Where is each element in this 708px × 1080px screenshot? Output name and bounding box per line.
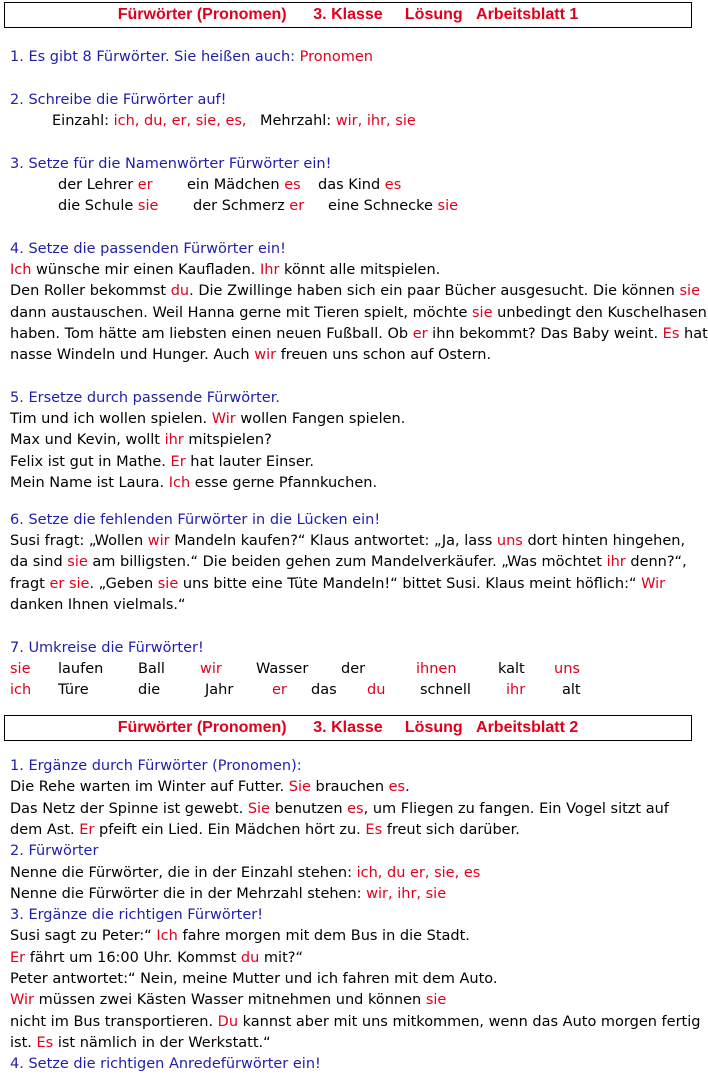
text-segment: fährt um 16:00 Uhr. Kommst: [25, 949, 241, 966]
noun-pronoun-pair: [187, 175, 301, 196]
text-segment: .: [405, 779, 410, 796]
text-line: [10, 574, 688, 595]
text-line: [10, 1054, 688, 1075]
text-segment: Susi fragt: „Wollen: [10, 533, 148, 549]
text-segment: Nenne die Fürwörter die in der Mehrzahl stehen:: [10, 885, 367, 902]
answer-pronoun: er: [289, 198, 305, 214]
header-title: Fürwörter (Pronomen): [117, 6, 287, 23]
answer-pronoun: Es: [662, 325, 680, 342]
task1-question: 1. Es gibt 8 Fürwörter. Sie heißen auch:: [10, 49, 300, 65]
answer-pronoun: wir: [254, 347, 277, 364]
text-segment: danken Ihnen vielmals.“: [10, 596, 186, 613]
text-segment: fragt: [10, 575, 50, 592]
text-segment: mitspielen?: [183, 432, 272, 449]
answer-pronoun: Wir: [641, 575, 666, 592]
noun: die Schule: [58, 198, 138, 214]
text-segment: Felix ist gut in Mathe.: [10, 453, 171, 470]
noun: der Lehrer: [58, 177, 138, 193]
text-line: [10, 452, 688, 473]
text-segment: nasse Windeln und Hunger. Auch: [10, 347, 255, 364]
pronoun-word: ihnen: [416, 661, 457, 677]
task2-mehrzahl: [260, 111, 416, 132]
mehrzahl-answer: wir, ihr, sie: [335, 113, 416, 129]
noun: ein Mädchen: [187, 177, 285, 193]
text-segment: ist.: [10, 1034, 37, 1051]
text-segment: pfeift ein Lied. Ein Mädchen hört zu.: [94, 821, 366, 838]
text-line: [10, 863, 688, 884]
answer-pronoun: es: [347, 800, 364, 817]
text-segment: unbedingt den Kuschelhasen: [492, 304, 707, 321]
answer-pronoun: er: [412, 325, 428, 342]
word: laufen: [58, 661, 104, 677]
text-segment: Tim und ich wollen spielen.: [10, 411, 212, 427]
answer-pronoun: Ich: [168, 474, 191, 491]
text-segment: ihn bekommt? Das Baby weint.: [427, 325, 663, 342]
noun: eine Schnecke: [328, 198, 438, 214]
answer-pronoun: du: [170, 283, 190, 300]
text-segment: Nenne die Fürwörter, die in der Einzahl stehen:: [10, 864, 357, 881]
text-segment: mit?“: [259, 949, 303, 966]
answer-pronoun: wir, ihr, sie: [366, 885, 447, 902]
text-segment: brauchen: [310, 779, 389, 796]
text-segment: fahre morgen mit dem Bus in die Stadt.: [177, 928, 470, 945]
text-segment: Das Netz der Spinne ist gewebt.: [10, 800, 248, 817]
answer-pronoun: Ich: [156, 928, 178, 945]
answer-pronoun: sie: [472, 304, 493, 321]
text-line: [10, 1012, 701, 1033]
task1: [10, 47, 688, 68]
pronoun-word: du: [367, 682, 386, 698]
text-line: [10, 324, 708, 345]
word: Jahr: [205, 682, 234, 698]
header-kind: Lösung: [404, 6, 463, 23]
text-line: [10, 281, 700, 302]
text-line: [10, 948, 688, 969]
text-segment: Den Roller bekommst: [10, 283, 171, 300]
text-line: [10, 473, 688, 494]
task2-heading: 2. Schreibe die Fürwörter auf!: [10, 92, 227, 108]
text-line: [10, 799, 688, 820]
text-line: [10, 1033, 688, 1054]
answer-pronoun: uns: [496, 533, 523, 549]
text-line: [10, 430, 688, 451]
text-segment: dort hinten hingehen,: [522, 533, 686, 549]
noun-pronoun-pair: [318, 175, 401, 196]
text-segment: dem Ast.: [10, 821, 80, 838]
pronoun-word: uns: [554, 661, 580, 677]
answer-pronoun: er: [137, 177, 153, 193]
text-segment: Susi sagt zu Peter:“: [10, 928, 157, 945]
text-segment: , um Fliegen zu fangen. Ein Vogel sitzt auf: [363, 800, 669, 817]
header-title: Fürwörter (Pronomen): [117, 719, 287, 736]
text-segment: wünsche mir einen Kaufladen.: [31, 262, 261, 278]
text-segment: dann austauschen. Weil Hanna gerne mit Tieren spielt, möchte: [10, 304, 472, 321]
text-line: [10, 926, 688, 947]
text-segment: freut sich darüber.: [382, 821, 520, 838]
noun: der Schmerz: [193, 198, 290, 214]
task5-heading: 5. Ersetze durch passende Fürwörter.: [10, 390, 280, 406]
text-line: [10, 303, 707, 324]
pronoun-word: er: [272, 682, 287, 698]
answer-pronoun: sie: [425, 992, 447, 1009]
answer-pronoun: ihr: [164, 432, 184, 449]
task3-heading: 3. Setze für die Namenwörter Fürwörter ein!: [10, 156, 332, 172]
text-segment: uns bitte eine Tüte Mandeln!“ bittet Susi. Klaus meint höflich:“: [178, 575, 642, 592]
answer-pronoun: Es: [365, 821, 383, 838]
word: der: [341, 661, 366, 677]
word: alt: [562, 682, 581, 698]
text-line: [10, 345, 688, 366]
text-segment: Mein Name ist Laura.: [10, 474, 169, 491]
answer-pronoun: Sie: [288, 779, 311, 796]
text-line: [10, 990, 688, 1011]
word: Wasser: [256, 661, 309, 677]
word: schnell: [420, 682, 471, 698]
text-segment: am billigsten.“ Die beiden gehen zum Mandelverkäufer. „Was möchtet: [87, 554, 607, 571]
text-line: [10, 756, 688, 777]
header-sheet: Arbeitsblatt 2: [476, 719, 579, 736]
text-segment: haben. Tom hätte am liebsten einen neuen Fußball. Ob: [10, 325, 413, 342]
text-segment: freuen uns schon auf Ostern.: [276, 347, 492, 364]
text-segment: 2. Fürwörter: [10, 843, 99, 860]
answer-pronoun: sie: [137, 198, 159, 214]
answer-pronoun: sie: [157, 575, 179, 592]
answer-pronoun: es: [384, 177, 402, 193]
answer-pronoun: wir: [147, 533, 170, 549]
answer-pronoun: du: [240, 949, 260, 966]
task1-answer: Pronomen: [299, 49, 373, 65]
answer-pronoun: ich, du er, sie, es: [356, 864, 481, 881]
pronoun-word: ihr: [506, 682, 526, 698]
noun-pronoun-pair: [58, 196, 158, 217]
word: Ball: [138, 661, 165, 677]
answer-pronoun: Ihr: [260, 262, 280, 278]
text-line: [10, 552, 688, 573]
text-segment: nicht im Bus transportieren.: [10, 1013, 218, 1030]
pronoun-word: sie: [10, 661, 31, 677]
sheet2-header: [4, 715, 692, 741]
task4-heading: 4. Setze die passenden Fürwörter ein!: [10, 241, 286, 257]
text-line: [10, 595, 688, 616]
text-segment: könnt alle mitspielen.: [279, 262, 441, 278]
text-segment: 3. Ergänze die richtigen Fürwörter!: [10, 907, 264, 924]
text-line: [10, 409, 688, 430]
sheet1-header: [4, 2, 692, 28]
answer-pronoun: ihr: [606, 554, 626, 571]
text-segment: wollen Fangen spielen.: [235, 411, 406, 427]
pronoun-word: wir: [200, 661, 222, 677]
text-line: [10, 841, 688, 862]
text-segment: 4. Setze die richtigen Anredefürwörter ein!: [10, 1056, 321, 1073]
answer-pronoun: Ich: [10, 262, 32, 278]
answer-pronoun: sie: [437, 198, 459, 214]
text-segment: Peter antwortet:“ Nein, meine Mutter und ich fahren mit dem Auto.: [10, 971, 498, 987]
text-segment: . Die Zwillinge haben sich ein paar Bücher ausgesucht. Die können: [189, 283, 680, 300]
einzahl-answer: ich, du, er, sie, es,: [113, 113, 247, 129]
text-segment: esse gerne Pfannkuchen.: [190, 474, 378, 491]
text-line: [10, 969, 688, 990]
noun-pronoun-pair: [193, 196, 304, 217]
noun-pronoun-pair: [328, 196, 458, 217]
text-line: [10, 884, 688, 905]
answer-pronoun: Er: [10, 949, 26, 966]
text-segment: hat: [679, 325, 708, 342]
mehrzahl-label: Mehrzahl:: [260, 113, 336, 129]
text-segment: benutzen: [269, 800, 348, 817]
answer-pronoun: Es: [36, 1034, 54, 1051]
word: kalt: [498, 661, 525, 677]
header-grade: 3. Klasse: [313, 719, 383, 736]
word: Türe: [58, 682, 89, 698]
answer-pronoun: es: [284, 177, 301, 193]
text-segment: müssen zwei Kästen Wasser mitnehmen und können: [34, 992, 426, 1009]
text-segment: denn?“,: [625, 554, 687, 571]
header-sheet: Arbeitsblatt 1: [476, 6, 579, 23]
answer-pronoun: Sie: [247, 800, 270, 817]
task2-einzahl: [52, 111, 247, 132]
word: die: [138, 682, 161, 698]
text-segment: Die Rehe warten im Winter auf Futter.: [10, 779, 289, 796]
text-segment: hat lauter Einser.: [185, 453, 315, 470]
task6-heading: 6. Setze die fehlenden Fürwörter in die Lücken ein!: [10, 512, 381, 528]
answer-pronoun: sie: [679, 283, 700, 300]
text-line: [10, 820, 688, 841]
answer-pronoun: Er: [79, 821, 95, 838]
noun-pronoun-pair: [58, 175, 153, 196]
word: das: [311, 682, 337, 698]
text-segment: . „Geben: [89, 575, 158, 592]
pronoun-word: ich: [10, 682, 32, 698]
task7-heading: 7. Umkreise die Fürwörter!: [10, 640, 204, 656]
answer-pronoun: sie: [67, 554, 88, 571]
text-line: [10, 905, 688, 926]
answer-pronoun: Wir: [10, 992, 35, 1009]
text-line: [10, 531, 688, 552]
noun: das Kind: [318, 177, 385, 193]
text-line: [10, 260, 688, 281]
answer-pronoun: Du: [217, 1013, 239, 1030]
text-segment: 1. Ergänze durch Fürwörter (Pronomen):: [10, 758, 302, 774]
text-segment: kannst aber mit uns mitkommen, wenn das Auto morgen fertig: [238, 1013, 701, 1030]
answer-pronoun: er sie: [49, 575, 90, 592]
text-segment: ist nämlich in der Werkstatt.“: [53, 1034, 271, 1051]
einzahl-label: Einzahl:: [52, 113, 114, 129]
header-kind: Lösung: [404, 719, 463, 736]
text-segment: Max und Kevin, wollt: [10, 432, 165, 449]
answer-pronoun: es: [388, 779, 406, 796]
header-grade: 3. Klasse: [313, 6, 383, 23]
text-segment: Mandeln kaufen?“ Klaus antwortet: „Ja, lass: [169, 533, 497, 549]
text-line: [10, 777, 688, 798]
answer-pronoun: Wir: [211, 411, 236, 427]
answer-pronoun: Er: [170, 453, 186, 470]
text-segment: da sind: [10, 554, 68, 571]
